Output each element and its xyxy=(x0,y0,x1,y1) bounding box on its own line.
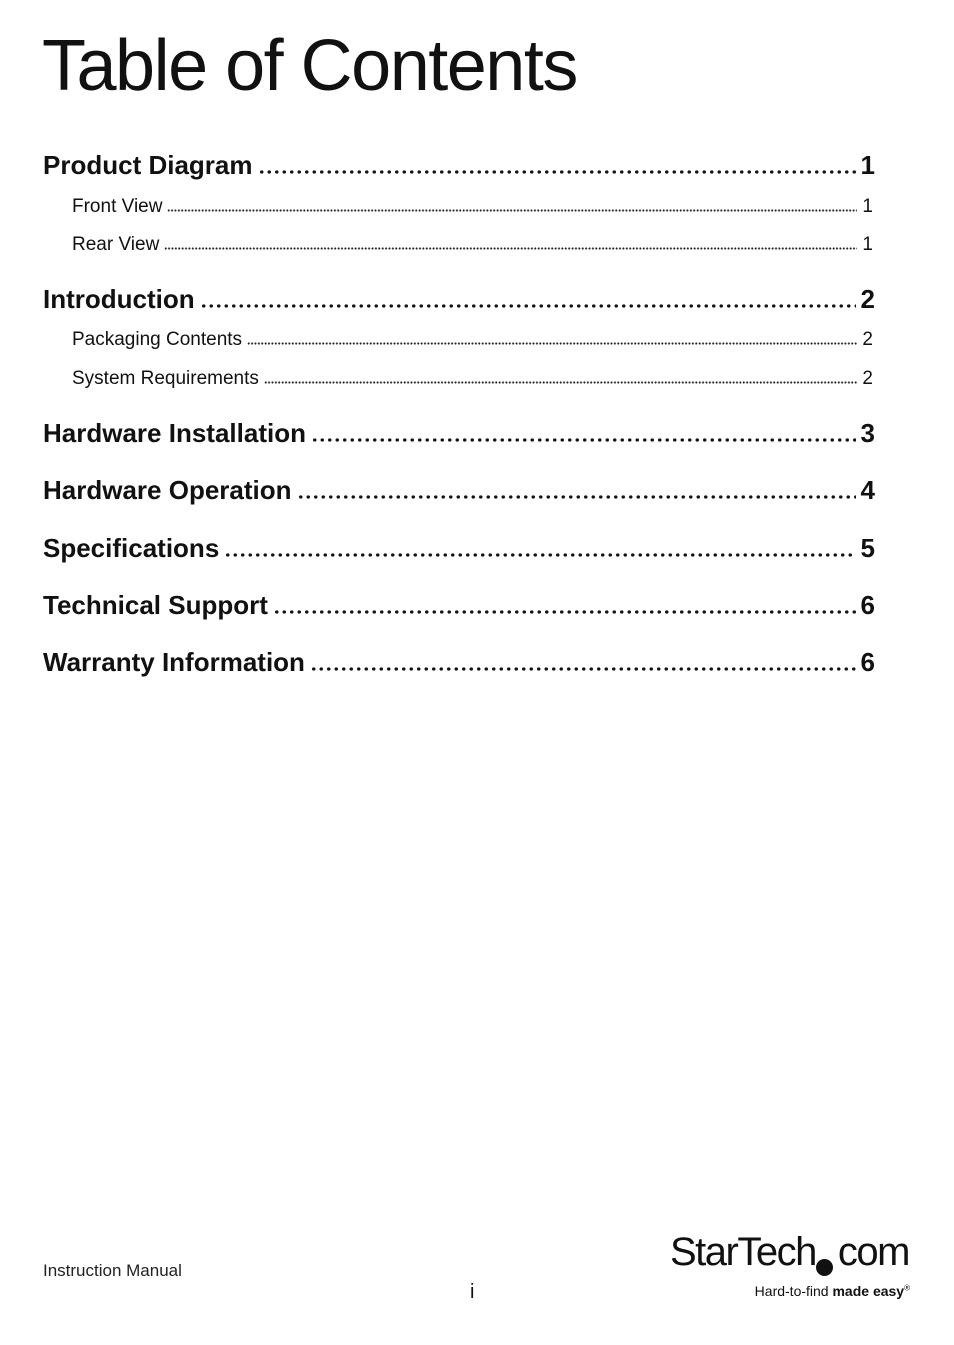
toc-entry-label: Packaging Contents xyxy=(72,329,243,350)
toc-entry-hardware-installation[interactable] xyxy=(43,418,875,449)
toc-entry-page: 2 xyxy=(862,329,873,350)
toc-entry-packaging-contents[interactable] xyxy=(43,329,873,351)
toc-entry-label: Hardware Operation xyxy=(43,475,292,505)
toc-entry-label: System Requirements xyxy=(72,368,259,389)
dot-leader xyxy=(164,247,857,250)
dot-leader xyxy=(273,610,856,614)
toc-entry-page: 5 xyxy=(860,533,875,563)
toc-entry-label: Introduction xyxy=(43,284,195,314)
toc-entry-page: 6 xyxy=(860,647,875,677)
logo-tagline-strong: made easy xyxy=(832,1283,905,1299)
toc-entry-hardware-operation[interactable] xyxy=(43,475,875,506)
dot-leader xyxy=(264,381,858,384)
toc-entry-system-requirements[interactable] xyxy=(43,368,873,390)
footer-page-number: i xyxy=(470,1281,475,1303)
toc-entry-page: 2 xyxy=(862,368,873,389)
toc-entry-page: 1 xyxy=(860,150,875,180)
toc-entry-front-view[interactable] xyxy=(43,196,873,218)
logo-tagline-start: Hard-to-find xyxy=(754,1283,829,1299)
dot-leader xyxy=(258,170,856,174)
logo-wordmark xyxy=(670,1232,909,1272)
toc-entry-page: 1 xyxy=(862,196,873,217)
dot-leader xyxy=(310,667,856,671)
toc-entry-page: 3 xyxy=(860,418,875,448)
toc-entry-label: Rear View xyxy=(72,234,160,255)
dot-leader xyxy=(247,342,857,345)
toc-entry-rear-view[interactable] xyxy=(43,234,873,256)
toc-entry-introduction[interactable] xyxy=(43,284,875,315)
toc-entry-page: 1 xyxy=(862,234,873,255)
dot-leader xyxy=(200,304,856,308)
logo-dot-icon xyxy=(816,1259,833,1276)
toc-entry-specifications[interactable] xyxy=(43,533,875,564)
toc-entry-product-diagram[interactable] xyxy=(43,150,875,181)
toc-entry-page: 2 xyxy=(860,284,875,314)
toc-entry-label: Specifications xyxy=(43,533,220,563)
toc-entry-page: 6 xyxy=(860,590,875,620)
logo-tagline xyxy=(755,1283,910,1299)
registered-mark: ® xyxy=(904,1283,910,1293)
toc-entry-page: 4 xyxy=(860,475,875,505)
dot-leader xyxy=(224,553,855,557)
toc-entry-warranty-information[interactable] xyxy=(43,647,875,678)
toc-entry-label: Product Diagram xyxy=(43,150,253,180)
toc-entry-technical-support[interactable] xyxy=(43,590,875,621)
startech-logo xyxy=(670,1232,910,1302)
toc-entry-label: Front View xyxy=(72,196,163,217)
toc-entry-label: Hardware Installation xyxy=(43,418,306,448)
footer-document-type: Instruction Manual xyxy=(43,1261,182,1280)
page-title: Table of Contents xyxy=(42,26,577,106)
dot-leader xyxy=(297,495,856,499)
dot-leader xyxy=(311,438,856,442)
logo-brand: StarTech xyxy=(670,1230,816,1274)
dot-leader xyxy=(167,209,857,212)
logo-brand-suffix: com xyxy=(837,1230,909,1274)
toc-entry-label: Warranty Information xyxy=(43,647,305,677)
toc-entry-label: Technical Support xyxy=(43,590,268,620)
